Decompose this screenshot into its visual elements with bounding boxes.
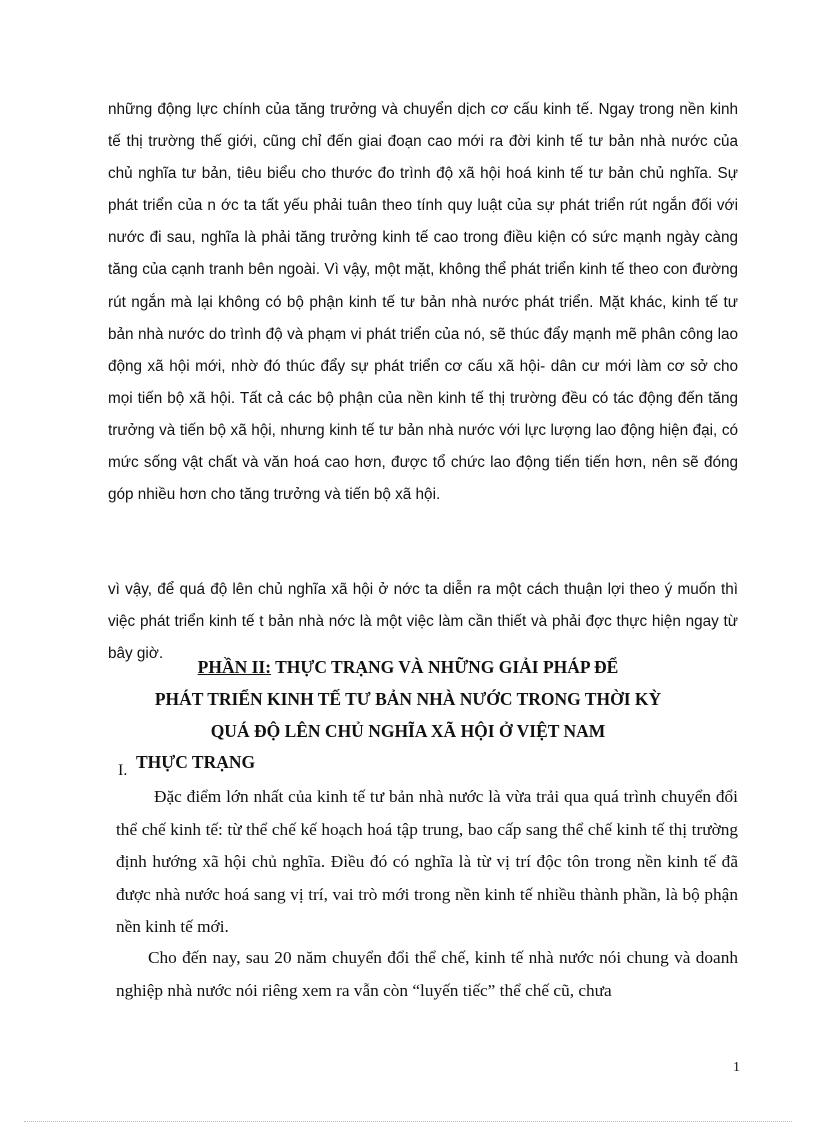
- part-heading-text: THỰC TRẠNG VÀ NHỮNG GIẢI PHÁP ĐỂ: [271, 657, 619, 677]
- paragraph-section-1: Đặc điểm lớn nhất của kinh tế tư bản nhà nước là vừa trải qua quá trình chuyển đổi thể chế kinh tế: từ thể chế kế hoạch hoá tập trung, bao cấp sang thể chế kinh tế thị trường định hướng xã hội chủ nghĩa. Điều đó có nghĩa là từ vị trí độc tôn trong nền kinh tế đã được nhà nước hoá sang vị trí, vai trò mới trong nền kinh tế nhiều thành phần, là bộ phận nền kinh tế mới.: [116, 787, 738, 937]
- paragraph-section-2: Cho đến nay, sau 20 năm chuyển đổi thể chế, kinh tế nhà nước nói chung và doanh nghiệp nhà nước nói riêng xem ra vẫn còn “luyến tiếc” thể chế cũ, chưa: [116, 948, 738, 1000]
- part-heading-line-1: [0, 657, 816, 678]
- paragraph-intro: những động lực chính của tăng trưởng và chuyển dịch cơ cấu kinh tế. Ngay trong nền kinh tế thị trường thế giới, cũng chỉ đến giai đoạn cao mới ra đời kinh tế tư bản nhà nước của chủ nghĩa tư bản, tiêu biểu cho thước đo trình độ xã hội hoá kinh tế tư bản chủ nghĩa. Sự phát triển của n ớc ta tất yếu phải tuân theo tính quy luật của sự phát triển rút ngắn đối với nước đi sau, nghĩa là phải tăng trưởng kinh tế cao trong điều kiện có sức mạnh ngày càng tăng của cạnh tranh bên ngoài. Vì vậy, một mặt, không thể phát triển kinh tế theo con đường rút ngắn mà lại không có bộ phận kinh tế tư bản nhà nước phát triển. Mặt khác, kinh tế tư bản nhà nước do trình độ và phạm vi phát triển của nó, sẽ thúc đẩy mạnh mẽ phân công lao động xã hội mới, nhờ đó thúc đẩy sự phát triển cơ cấu xã hội- dân cư mới làm cơ sở cho mọi tiến bộ xã hội. Tất cả các bộ phận của nền kinh tế thị trường đều có tác động đến tăng trưởng và tiến bộ xã hội, nhưng kinh tế tư bản nhà nước với lực lượng lao động hiện đại, có mức sống vật chất và văn hoá cao hơn, được tổ chức lao động tiến tiến hơn, nên sẽ đóng góp nhiều hơn cho tăng trưởng và tiến bộ xã hội.: [108, 101, 738, 504]
- part-heading-line-3: QUÁ ĐỘ LÊN CHỦ NGHĨA XÃ HỘI Ở VIỆT NAM: [210, 721, 606, 741]
- part-heading-line-2: PHÁT TRIỂN KINH TẾ TƯ BẢN NHÀ NƯỚC TRONG THỜI KỲ: [154, 689, 662, 709]
- page-number: 1: [733, 1060, 740, 1075]
- section-title: THỰC TRẠNG: [136, 752, 256, 772]
- part-label: PHẦN II:: [197, 657, 272, 677]
- section-number: I.: [118, 762, 128, 779]
- paragraph-conclusion: vì vậy, để quá độ lên chủ nghĩa xã hội ở nớc ta diễn ra một cách thuận lợi theo ý muốn thì việc phát triển kinh tế t bản nhà nớc là một việc làm cần thiết và phải đợc thực hiện ngay từ bây giờ.: [108, 581, 738, 662]
- page-bottom-divider: [24, 1121, 792, 1122]
